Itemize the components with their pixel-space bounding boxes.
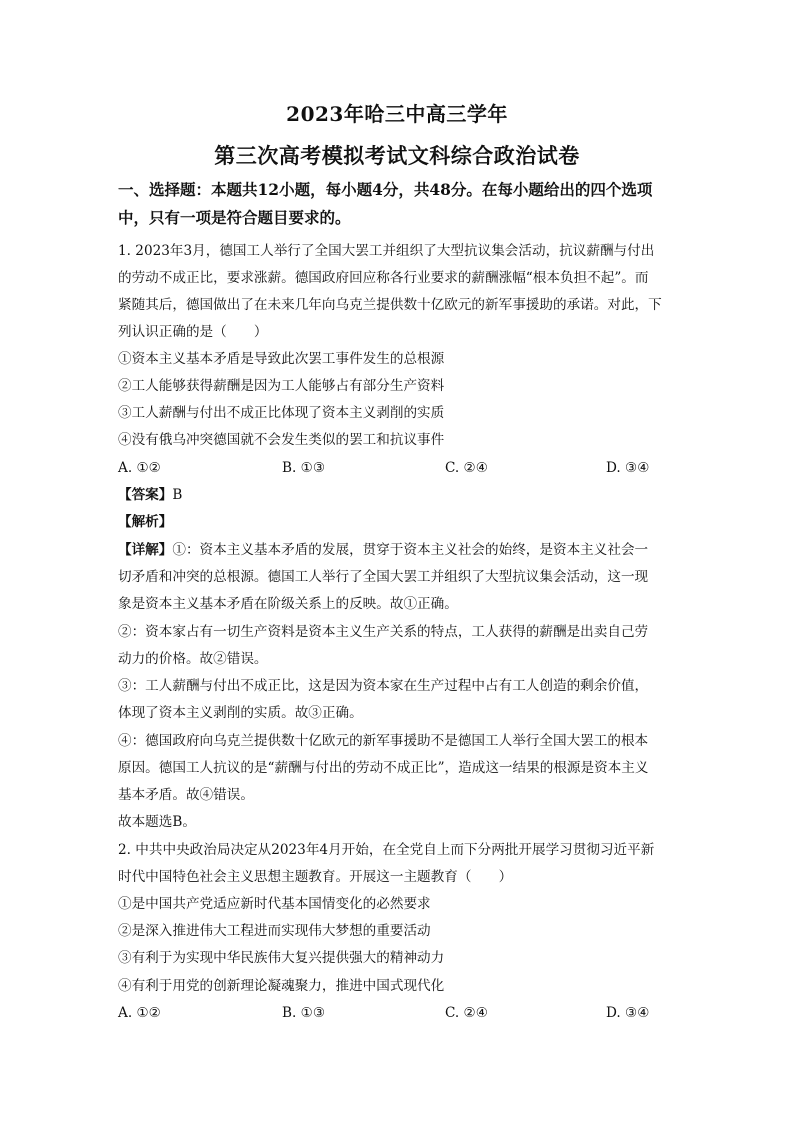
- q1-analysis-line: ②：资本家占有一切生产资料是资本主义生产关系的特点，工人获得的薪酬是出卖自己劳: [118, 624, 649, 640]
- q1-analysis-line: 切矛盾和冲突的总根源。德国工人举行了全国大罢工并组织了大型抗议集会活动，这一现: [118, 569, 649, 585]
- q1-analysis-line: ③：工人薪酬与付出不成正比，这是因为资本家在生产过程中占有工人创造的剩余价值，: [118, 678, 649, 694]
- q1-stem-line: 1. 2023年3月，德国工人举行了全国大罢工并组织了大型抗议集会活动，抗议薪酬与付出: [118, 243, 655, 259]
- q2-stem-line: 时代中国特色社会主义思想主题教育。开展这一主题教育（ ）: [118, 869, 513, 885]
- q2-option-a: A. ①②: [118, 1005, 161, 1021]
- q2-stem-line: 2. 中共中央政治局决定从2023年4月开始，在全党自上而下分两批开展学习贯彻习近平新: [118, 842, 655, 858]
- q1-analysis-label: 【解析】: [118, 514, 173, 530]
- detail-label: 【详解】: [118, 542, 173, 558]
- q1-statement: ①资本主义基本矛盾是导致此次罢工事件发生的总根源: [118, 351, 445, 367]
- q1-analysis-line: [118, 541, 678, 559]
- answer-label: 【答案】: [118, 487, 173, 503]
- analysis-text: ①：资本主义基本矛盾的发展，贯穿于资本主义社会的始终，是资本主义社会一: [172, 542, 649, 558]
- q2-statement: ④有利于用党的创新理论凝魂聚力，推进中国式现代化: [118, 978, 445, 994]
- q1-stem-line: 紧随其后，德国做出了在未来几年向乌克兰提供数十亿欧元的新军事援助的承诺。对此，下: [118, 297, 662, 313]
- answer-value: B: [172, 487, 183, 503]
- q1-analysis-line: 体现了资本主义剥削的实质。故③正确。: [118, 705, 363, 721]
- q1-stem-line: 的劳动不成正比，要求涨薪。德国政府回应称各行业要求的薪酬涨幅“根本负担不起”。而: [118, 270, 649, 286]
- section-header: 一、选择题：本题共12小题，每小题4分，共48分。在每小题给出的四个选项中，只有一项是符合题目要求的。: [118, 180, 653, 227]
- q1-analysis-line: ④：德国政府向乌克兰提供数十亿欧元的新军事援助不是德国工人举行全国大罢工的根本: [118, 733, 649, 749]
- q1-option-d: D. ③④: [606, 460, 650, 476]
- exam-title-line1: 2023年哈三中高三学年: [286, 102, 508, 126]
- q1-stem-line: 列认识正确的是（ ）: [118, 324, 268, 340]
- q1-analysis-line: 原因。德国工人抗议的是“薪酬与付出的劳动不成正比”，造成这一结果的根源是资本主义: [118, 760, 649, 776]
- q2-option-b: B. ①③: [282, 1005, 326, 1021]
- exam-title-line2: 第三次高考模拟考试文科综合政治试卷: [214, 143, 580, 168]
- q1-analysis-line: 基本矛盾。故④错误。: [118, 787, 254, 803]
- q2-option-d: D. ③④: [606, 1005, 650, 1021]
- q1-analysis-line: 象是资本主义基本矛盾在阶级关系上的反映。故①正确。: [118, 596, 458, 612]
- q1-statement: ③工人薪酬与付出不成正比体现了资本主义剥削的实质: [118, 405, 445, 421]
- q2-statement: ②是深入推进伟大工程进而实现伟大梦想的重要活动: [118, 923, 431, 939]
- q2-option-c: C. ②④: [445, 1005, 488, 1021]
- q2-statement: ①是中国共产党适应新时代基本国情变化的必然要求: [118, 896, 431, 912]
- q1-analysis-line: 动力的价格。故②错误。: [118, 651, 268, 667]
- q1-option-b: B. ①③: [282, 460, 326, 476]
- q2-statement: ③有利于为实现中华民族伟大复兴提供强大的精神动力: [118, 950, 445, 966]
- q1-option-a: A. ①②: [118, 460, 161, 476]
- q1-conclusion: 故本题选B。: [118, 814, 196, 830]
- q1-statement: ②工人能够获得薪酬是因为工人能够占有部分生产资料: [118, 378, 445, 394]
- q1-option-c: C. ②④: [445, 460, 488, 476]
- q1-statement: ④没有俄乌冲突德国就不会发生类似的罢工和抗议事件: [118, 432, 445, 448]
- q1-answer: [118, 486, 678, 504]
